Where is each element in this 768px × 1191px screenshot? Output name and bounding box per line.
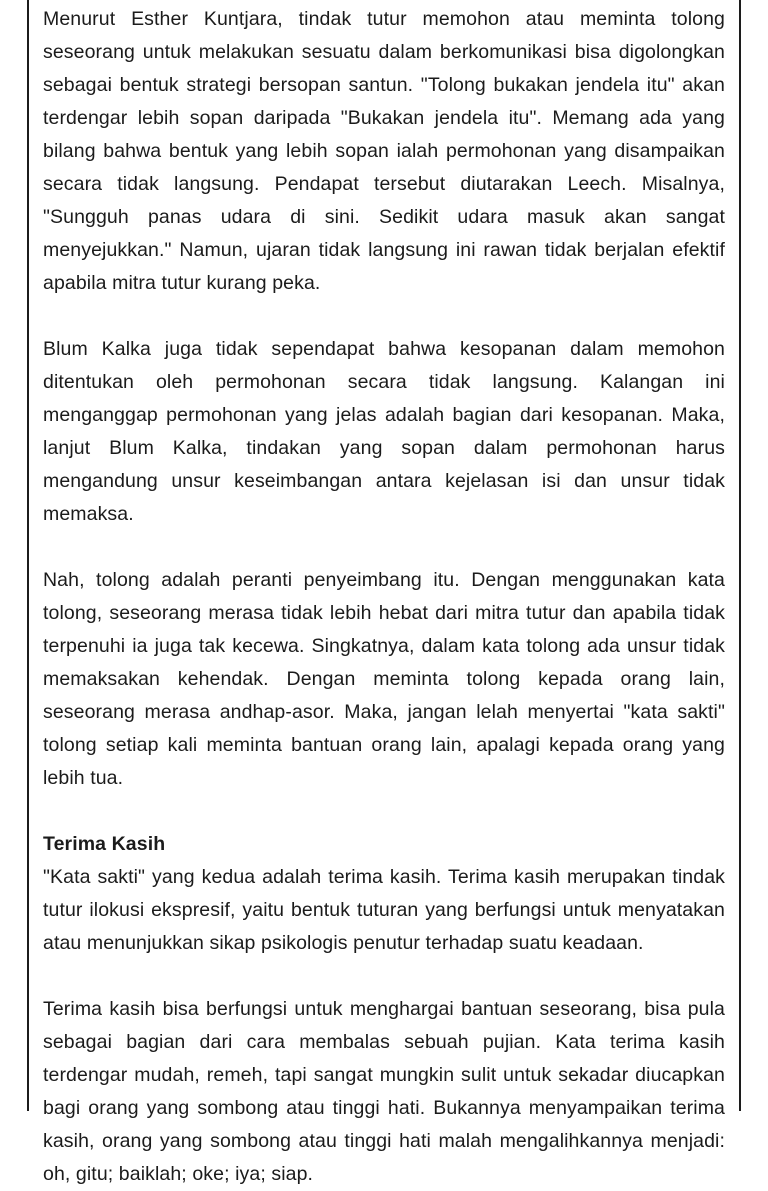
paragraph-terima-kasih-function: Terima kasih bisa berfungsi untuk menghargai bantuan seseorang, bisa pula sebagai bagian dari cara membalas sebuah pujian. Kata terima kasih terdengar mudah, remeh, tapi sangat mungkin sulit untuk sekadar diucapkan bagi orang yang sombong atau tinggi hati. Bukannya menyampaikan terima kasih, orang yang sombong atau tinggi hati malah mengalihkannya menjadi: oh, gitu; baiklah; oke; iya; siap. xyxy=(43,998,725,1185)
paragraph-blum-kalka: Blum Kalka juga tidak sependapat bahwa kesopanan dalam memohon ditentukan oleh permohonan secara tidak langsung. Kalangan ini menganggap permohonan yang jelas adalah bagian dari kesopanan. Maka, lanjut Blum Kalka, tindakan yang sopan dalam permohonan harus mengandung unsur keseimbangan antara kejelasan isi dan unsur tidak memaksa. xyxy=(43,338,725,525)
paragraph-request-politeness: Menurut Esther Kuntjara, tindak tutur memohon atau meminta tolong seseorang untuk melakukan sesuatu dalam berkomunikasi bisa digolongkan sebagai bentuk strategi bersopan santun. "Tolong bukakan jendela itu" akan terdengar lebih sopan daripada "Bukakan jendela itu". Memang ada yang bilang bahwa bentuk yang lebih sopan ialah permohonan yang disampaikan secara tidak langsung. Pendapat tersebut diutarakan Leech. Misalnya, "Sungguh panas udara di sini. Sedikit udara masuk akan sangat menyejukkan." Namun, ujaran tidak langsung ini rawan tidak berjalan efektif apabila mitra tutur kurang peka. xyxy=(43,8,725,294)
paragraph-terima-kasih-definition: "Kata sakti" yang kedua adalah terima kasih. Terima kasih merupakan tindak tutur ilokusi ekspresif, yaitu bentuk tuturan yang berfungsi untuk menyatakan atau menunjukkan sikap psikologis penutur terhadap suatu keadaan. xyxy=(43,866,725,954)
section-heading-terima-kasih: Terima Kasih xyxy=(43,833,166,855)
document-frame xyxy=(27,0,741,1185)
paragraph-tolong-balancer: Nah, tolong adalah peranti penyeimbang itu. Dengan menggunakan kata tolong, seseorang merasa tidak lebih hebat dari mitra tutur dan apabila tidak terpenuhi ia juga tak kecewa. Singkatnya, dalam kata tolong ada unsur tidak memaksakan kehendak. Dengan meminta tolong kepada orang lain, seseorang merasa andhap-asor. Maka, jangan lelah menyertai "kata sakti" tolong setiap kali meminta bantuan orang lain, apalagi kepada orang yang lebih tua. xyxy=(43,569,725,789)
